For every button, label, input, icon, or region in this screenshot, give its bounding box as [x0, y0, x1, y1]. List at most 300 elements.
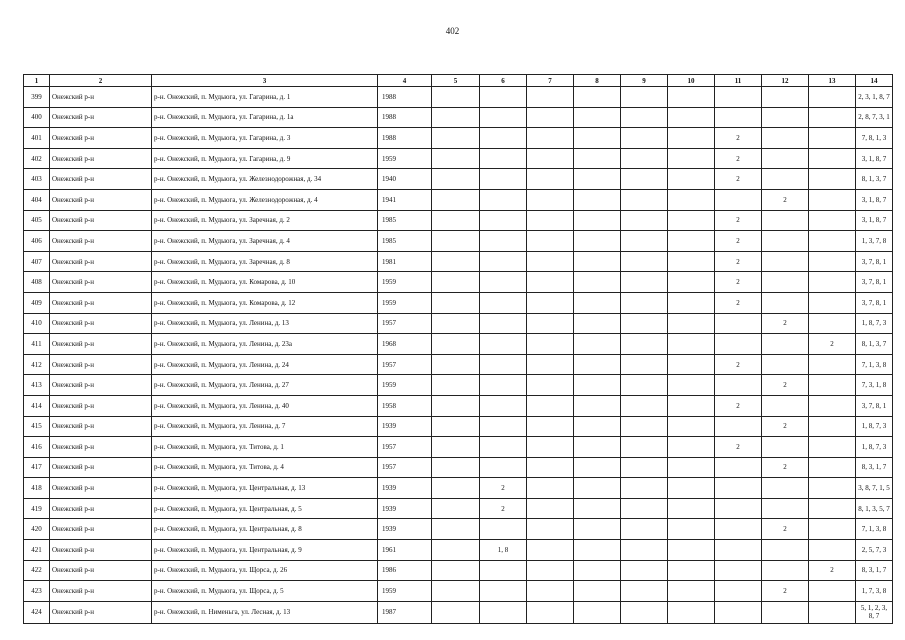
table-cell-col-3: р-н. Онежский, п. Мудьюга, ул. Щорса, д. 26 — [152, 560, 378, 581]
table-cell-col-7 — [527, 354, 574, 375]
table-cell-col-2: Онежский р-н — [50, 313, 152, 334]
table-cell-col-7 — [527, 416, 574, 437]
column-header-12: 12 — [762, 75, 809, 87]
table-cell-col-5 — [432, 437, 480, 458]
table-cell-col-11 — [715, 87, 762, 108]
table-cell-col-2: Онежский р-н — [50, 169, 152, 190]
table-cell-col-14: 3, 8, 7, 1, 5 — [856, 478, 893, 499]
table-cell-col-1: 400 — [24, 107, 50, 128]
table-cell-col-1: 415 — [24, 416, 50, 437]
table-cell-col-9 — [621, 519, 668, 540]
table-cell-col-6 — [480, 581, 527, 602]
table-cell-col-8 — [574, 189, 621, 210]
table-cell-col-13 — [809, 519, 856, 540]
table-cell-col-3: р-н. Онежский, п. Мудьюга, ул. Гагарина, д. 1а — [152, 107, 378, 128]
table-cell-col-3: р-н. Онежский, п. Мудьюга, ул. Ленина, д. 27 — [152, 375, 378, 396]
table-cell-col-2: Онежский р-н — [50, 540, 152, 561]
table-cell-col-9 — [621, 375, 668, 396]
column-header-11: 11 — [715, 75, 762, 87]
table-cell-col-2: Онежский р-н — [50, 251, 152, 272]
table-cell-col-1: 416 — [24, 437, 50, 458]
table-cell-col-6 — [480, 107, 527, 128]
table-cell-col-11: 2 — [715, 210, 762, 231]
table-cell-col-1: 421 — [24, 540, 50, 561]
column-header-13: 13 — [809, 75, 856, 87]
table-row — [24, 375, 893, 396]
table-cell-col-6 — [480, 210, 527, 231]
table-cell-col-10 — [668, 148, 715, 169]
table-cell-col-10 — [668, 107, 715, 128]
table-cell-col-1: 413 — [24, 375, 50, 396]
column-header-9: 9 — [621, 75, 668, 87]
table-cell-col-2: Онежский р-н — [50, 498, 152, 519]
table-cell-col-9 — [621, 540, 668, 561]
table-cell-col-6 — [480, 601, 527, 623]
table-cell-col-12: 2 — [762, 519, 809, 540]
table-row — [24, 334, 893, 355]
table-cell-col-7 — [527, 581, 574, 602]
table-cell-col-7 — [527, 128, 574, 149]
table-cell-col-2: Онежский р-н — [50, 210, 152, 231]
table-cell-col-7 — [527, 498, 574, 519]
table-cell-col-14: 2, 3, 1, 8, 7 — [856, 87, 893, 108]
table-cell-col-4: 1958 — [378, 395, 432, 416]
table-cell-col-10 — [668, 354, 715, 375]
table-cell-col-13 — [809, 107, 856, 128]
table-cell-col-3: р-н. Онежский, п. Мудьюга, ул. Гагарина, д. 9 — [152, 148, 378, 169]
table-cell-col-8 — [574, 313, 621, 334]
table-cell-col-5 — [432, 416, 480, 437]
table-cell-col-12 — [762, 292, 809, 313]
table-cell-col-7 — [527, 540, 574, 561]
table-cell-col-1: 412 — [24, 354, 50, 375]
table-cell-col-11: 2 — [715, 395, 762, 416]
table-cell-col-12: 2 — [762, 313, 809, 334]
table-cell-col-3: р-н. Онежский, п. Мудьюга, ул. Комарова, д. 12 — [152, 292, 378, 313]
table-cell-col-8 — [574, 272, 621, 293]
table-cell-col-9 — [621, 478, 668, 499]
table-cell-col-8 — [574, 478, 621, 499]
table-cell-col-6 — [480, 354, 527, 375]
table-cell-col-7 — [527, 478, 574, 499]
table-cell-col-3: р-н. Онежский, п. Мудьюга, ул. Гагарина, д. 1 — [152, 87, 378, 108]
table-cell-col-4: 1959 — [378, 148, 432, 169]
table-cell-col-2: Онежский р-н — [50, 231, 152, 252]
table-cell-col-12 — [762, 251, 809, 272]
table-row — [24, 87, 893, 108]
table-cell-col-8 — [574, 334, 621, 355]
table-cell-col-8 — [574, 375, 621, 396]
table-cell-col-5 — [432, 560, 480, 581]
table-cell-col-7 — [527, 601, 574, 623]
table-cell-col-6 — [480, 519, 527, 540]
table-cell-col-12 — [762, 107, 809, 128]
table-cell-col-5 — [432, 107, 480, 128]
table-cell-col-7 — [527, 87, 574, 108]
table-cell-col-2: Онежский р-н — [50, 334, 152, 355]
table-cell-col-1: 407 — [24, 251, 50, 272]
table-cell-col-6 — [480, 416, 527, 437]
table-cell-col-11: 2 — [715, 272, 762, 293]
table-cell-col-11 — [715, 457, 762, 478]
table-cell-col-8 — [574, 169, 621, 190]
table-cell-col-10 — [668, 519, 715, 540]
table-cell-col-9 — [621, 395, 668, 416]
table-cell-col-7 — [527, 334, 574, 355]
table-cell-col-13 — [809, 540, 856, 561]
table-cell-col-13 — [809, 292, 856, 313]
table-cell-col-7 — [527, 292, 574, 313]
table-cell-col-5 — [432, 292, 480, 313]
table-cell-col-4: 1941 — [378, 189, 432, 210]
table-cell-col-14: 1, 3, 7, 8 — [856, 231, 893, 252]
table-cell-col-1: 422 — [24, 560, 50, 581]
table-cell-col-10 — [668, 210, 715, 231]
table-cell-col-5 — [432, 478, 480, 499]
table-cell-col-4: 1957 — [378, 313, 432, 334]
table-cell-col-1: 408 — [24, 272, 50, 293]
table-cell-col-5 — [432, 334, 480, 355]
table-cell-col-13 — [809, 437, 856, 458]
table-row — [24, 416, 893, 437]
table-cell-col-13 — [809, 231, 856, 252]
table-cell-col-2: Онежский р-н — [50, 581, 152, 602]
table-cell-col-8 — [574, 148, 621, 169]
table-cell-col-13 — [809, 375, 856, 396]
table-cell-col-12 — [762, 334, 809, 355]
table-cell-col-14: 2, 5, 7, 3 — [856, 540, 893, 561]
table-cell-col-6: 2 — [480, 478, 527, 499]
table-cell-col-11 — [715, 313, 762, 334]
table-cell-col-12: 2 — [762, 581, 809, 602]
column-header-6: 6 — [480, 75, 527, 87]
table-cell-col-6 — [480, 148, 527, 169]
table-cell-col-1: 404 — [24, 189, 50, 210]
table-cell-col-1: 414 — [24, 395, 50, 416]
table-cell-col-14: 7, 1, 3, 8 — [856, 354, 893, 375]
table-cell-col-6 — [480, 169, 527, 190]
table-cell-col-12 — [762, 478, 809, 499]
table-cell-col-8 — [574, 107, 621, 128]
header-row — [24, 75, 893, 87]
table-cell-col-12 — [762, 395, 809, 416]
table-cell-col-1: 409 — [24, 292, 50, 313]
column-header-2: 2 — [50, 75, 152, 87]
table-cell-col-9 — [621, 292, 668, 313]
table-cell-col-8 — [574, 128, 621, 149]
table-cell-col-12 — [762, 128, 809, 149]
table-cell-col-9 — [621, 210, 668, 231]
table-cell-col-9 — [621, 354, 668, 375]
table-body — [24, 87, 893, 624]
table-cell-col-13 — [809, 601, 856, 623]
table-row — [24, 313, 893, 334]
table-cell-col-3: р-н. Онежский, п. Мудьюга, ул. Центральная, д. 9 — [152, 540, 378, 561]
table-cell-col-14: 8, 3, 1, 7 — [856, 560, 893, 581]
table-cell-col-10 — [668, 437, 715, 458]
table-cell-col-8 — [574, 581, 621, 602]
table-cell-col-12 — [762, 210, 809, 231]
table-cell-col-11: 2 — [715, 148, 762, 169]
table-cell-col-6 — [480, 251, 527, 272]
table-cell-col-5 — [432, 231, 480, 252]
table-cell-col-5 — [432, 601, 480, 623]
table-cell-col-10 — [668, 416, 715, 437]
table-cell-col-14: 8, 1, 3, 7 — [856, 334, 893, 355]
table-row — [24, 457, 893, 478]
table-cell-col-1: 405 — [24, 210, 50, 231]
table-cell-col-7 — [527, 437, 574, 458]
table-cell-col-7 — [527, 457, 574, 478]
table-cell-col-8 — [574, 457, 621, 478]
table-cell-col-7 — [527, 107, 574, 128]
table-row — [24, 231, 893, 252]
table-row — [24, 581, 893, 602]
table-cell-col-6 — [480, 128, 527, 149]
table-cell-col-1: 399 — [24, 87, 50, 108]
table-cell-col-1: 420 — [24, 519, 50, 540]
table-cell-col-9 — [621, 457, 668, 478]
table-cell-col-3: р-н. Онежский, п. Мудьюга, ул. Ленина, д. 23а — [152, 334, 378, 355]
table-cell-col-14: 7, 3, 1, 8 — [856, 375, 893, 396]
table-cell-col-7 — [527, 169, 574, 190]
table-cell-col-1: 410 — [24, 313, 50, 334]
table-cell-col-2: Онежский р-н — [50, 107, 152, 128]
table-row — [24, 189, 893, 210]
table-cell-col-4: 1959 — [378, 292, 432, 313]
table-cell-col-14: 3, 7, 8, 1 — [856, 272, 893, 293]
table-cell-col-10 — [668, 395, 715, 416]
table-cell-col-5 — [432, 313, 480, 334]
table-cell-col-11 — [715, 416, 762, 437]
table-cell-col-14: 1, 8, 7, 3 — [856, 416, 893, 437]
table-cell-col-9 — [621, 313, 668, 334]
table-cell-col-11: 2 — [715, 128, 762, 149]
table-cell-col-8 — [574, 354, 621, 375]
table-cell-col-3: р-н. Онежский, п. Мудьюга, ул. Гагарина, д. 3 — [152, 128, 378, 149]
table-cell-col-2: Онежский р-н — [50, 375, 152, 396]
table-cell-col-12: 2 — [762, 457, 809, 478]
table-cell-col-10 — [668, 189, 715, 210]
table-cell-col-10 — [668, 540, 715, 561]
table-cell-col-5 — [432, 457, 480, 478]
table-cell-col-1: 402 — [24, 148, 50, 169]
table-cell-col-5 — [432, 189, 480, 210]
table-cell-col-4: 1940 — [378, 169, 432, 190]
table-cell-col-12 — [762, 540, 809, 561]
table-row — [24, 395, 893, 416]
table-cell-col-5 — [432, 375, 480, 396]
table-cell-col-1: 418 — [24, 478, 50, 499]
table-cell-col-11 — [715, 334, 762, 355]
table-cell-col-4: 1957 — [378, 437, 432, 458]
table-cell-col-12: 2 — [762, 416, 809, 437]
table-cell-col-6 — [480, 560, 527, 581]
table-row — [24, 210, 893, 231]
table-cell-col-4: 1988 — [378, 128, 432, 149]
table-cell-col-14: 2, 8, 7, 3, 1 — [856, 107, 893, 128]
table-cell-col-10 — [668, 498, 715, 519]
table-cell-col-2: Онежский р-н — [50, 478, 152, 499]
table-cell-col-2: Онежский р-н — [50, 437, 152, 458]
table-cell-col-6 — [480, 272, 527, 293]
table-cell-col-3: р-н. Онежский, п. Мудьюга, ул. Титова, д. 1 — [152, 437, 378, 458]
table-cell-col-7 — [527, 231, 574, 252]
table-cell-col-9 — [621, 169, 668, 190]
table-cell-col-6 — [480, 375, 527, 396]
table-cell-col-10 — [668, 169, 715, 190]
table-cell-col-6: 2 — [480, 498, 527, 519]
table-cell-col-5 — [432, 540, 480, 561]
table-cell-col-9 — [621, 251, 668, 272]
table-cell-col-8 — [574, 498, 621, 519]
table-cell-col-11 — [715, 540, 762, 561]
table-cell-col-2: Онежский р-н — [50, 189, 152, 210]
table-cell-col-10 — [668, 272, 715, 293]
table-cell-col-11: 2 — [715, 437, 762, 458]
table-cell-col-12 — [762, 437, 809, 458]
table-cell-col-13: 2 — [809, 560, 856, 581]
table-cell-col-2: Онежский р-н — [50, 601, 152, 623]
table-row — [24, 354, 893, 375]
table-cell-col-5 — [432, 87, 480, 108]
table-cell-col-4: 1985 — [378, 231, 432, 252]
table-cell-col-10 — [668, 87, 715, 108]
table-cell-col-11 — [715, 189, 762, 210]
table-cell-col-4: 1988 — [378, 107, 432, 128]
table-cell-col-11 — [715, 519, 762, 540]
table-row — [24, 148, 893, 169]
table-cell-col-2: Онежский р-н — [50, 354, 152, 375]
table-cell-col-4: 1968 — [378, 334, 432, 355]
table-cell-col-12 — [762, 87, 809, 108]
table-cell-col-9 — [621, 107, 668, 128]
table-cell-col-13: 2 — [809, 334, 856, 355]
table-cell-col-5 — [432, 148, 480, 169]
table-cell-col-11: 2 — [715, 354, 762, 375]
table-cell-col-7 — [527, 519, 574, 540]
table-cell-col-4: 1988 — [378, 87, 432, 108]
table-cell-col-11: 2 — [715, 169, 762, 190]
table-cell-col-4: 1957 — [378, 354, 432, 375]
table-cell-col-2: Онежский р-н — [50, 416, 152, 437]
table-cell-col-5 — [432, 395, 480, 416]
table-cell-col-13 — [809, 189, 856, 210]
table-cell-col-10 — [668, 581, 715, 602]
table-cell-col-4: 1986 — [378, 560, 432, 581]
table-cell-col-13 — [809, 251, 856, 272]
table-cell-col-4: 1939 — [378, 478, 432, 499]
table-cell-col-9 — [621, 272, 668, 293]
table-cell-col-9 — [621, 581, 668, 602]
table-cell-col-3: р-н. Онежский, п. Мудьюга, ул. Комарова, д. 10 — [152, 272, 378, 293]
table-cell-col-12: 2 — [762, 375, 809, 396]
table-cell-col-13 — [809, 395, 856, 416]
table-cell-col-9 — [621, 601, 668, 623]
table-cell-col-10 — [668, 334, 715, 355]
table-cell-col-5 — [432, 210, 480, 231]
table-cell-col-8 — [574, 601, 621, 623]
table-cell-col-9 — [621, 498, 668, 519]
table-cell-col-2: Онежский р-н — [50, 560, 152, 581]
table-cell-col-5 — [432, 128, 480, 149]
table-cell-col-11 — [715, 581, 762, 602]
column-header-7: 7 — [527, 75, 574, 87]
table-cell-col-12 — [762, 560, 809, 581]
table-cell-col-3: р-н. Онежский, п. Мудьюга, ул. Ленина, д. 13 — [152, 313, 378, 334]
table-cell-col-8 — [574, 560, 621, 581]
table-cell-col-10 — [668, 560, 715, 581]
table-cell-col-2: Онежский р-н — [50, 272, 152, 293]
table-cell-col-3: р-н. Онежский, п. Мудьюга, ул. Заречная, д. 2 — [152, 210, 378, 231]
table-cell-col-8 — [574, 87, 621, 108]
table-cell-col-4: 1961 — [378, 540, 432, 561]
table-cell-col-13 — [809, 148, 856, 169]
table-cell-col-11: 2 — [715, 231, 762, 252]
table-cell-col-2: Онежский р-н — [50, 128, 152, 149]
table-cell-col-13 — [809, 498, 856, 519]
table-cell-col-8 — [574, 416, 621, 437]
table-cell-col-2: Онежский р-н — [50, 87, 152, 108]
table-cell-col-4: 1985 — [378, 210, 432, 231]
column-header-10: 10 — [668, 75, 715, 87]
table-cell-col-13 — [809, 416, 856, 437]
table-cell-col-7 — [527, 210, 574, 231]
column-header-4: 4 — [378, 75, 432, 87]
table-cell-col-9 — [621, 87, 668, 108]
table-cell-col-3: р-н. Онежский, п. Мудьюга, ул. Ленина, д. 7 — [152, 416, 378, 437]
table-cell-col-13 — [809, 272, 856, 293]
table-cell-col-3: р-н. Онежский, п. Мудьюга, ул. Ленина, д. 24 — [152, 354, 378, 375]
table-row — [24, 498, 893, 519]
table-cell-col-14: 7, 8, 1, 3 — [856, 128, 893, 149]
table-cell-col-5 — [432, 519, 480, 540]
table-row — [24, 128, 893, 149]
table-cell-col-13 — [809, 581, 856, 602]
table-cell-col-12 — [762, 231, 809, 252]
table-row — [24, 272, 893, 293]
table-cell-col-14: 8, 1, 3, 5, 7 — [856, 498, 893, 519]
column-header-8: 8 — [574, 75, 621, 87]
table-row — [24, 601, 893, 623]
table-row — [24, 107, 893, 128]
table-cell-col-11 — [715, 107, 762, 128]
table-cell-col-12 — [762, 169, 809, 190]
table-cell-col-1: 401 — [24, 128, 50, 149]
table-cell-col-2: Онежский р-н — [50, 148, 152, 169]
table-cell-col-9 — [621, 416, 668, 437]
table-cell-col-1: 406 — [24, 231, 50, 252]
table-cell-col-1: 424 — [24, 601, 50, 623]
table-cell-col-6 — [480, 437, 527, 458]
table-row — [24, 560, 893, 581]
table-cell-col-6 — [480, 87, 527, 108]
table-cell-col-3: р-н. Онежский, п. Мудьюга, ул. Центральная, д. 8 — [152, 519, 378, 540]
table-cell-col-13 — [809, 354, 856, 375]
table-cell-col-9 — [621, 560, 668, 581]
table-cell-col-7 — [527, 189, 574, 210]
table-cell-col-11: 2 — [715, 292, 762, 313]
table-cell-col-12 — [762, 601, 809, 623]
table-cell-col-5 — [432, 169, 480, 190]
table-cell-col-8 — [574, 395, 621, 416]
table-cell-col-13 — [809, 128, 856, 149]
table-cell-col-3: р-н. Онежский, п. Мудьюга, ул. Заречная, д. 8 — [152, 251, 378, 272]
table-row — [24, 519, 893, 540]
table-cell-col-11: 2 — [715, 251, 762, 272]
table-cell-col-14: 1, 7, 3, 8 — [856, 581, 893, 602]
table-cell-col-1: 411 — [24, 334, 50, 355]
